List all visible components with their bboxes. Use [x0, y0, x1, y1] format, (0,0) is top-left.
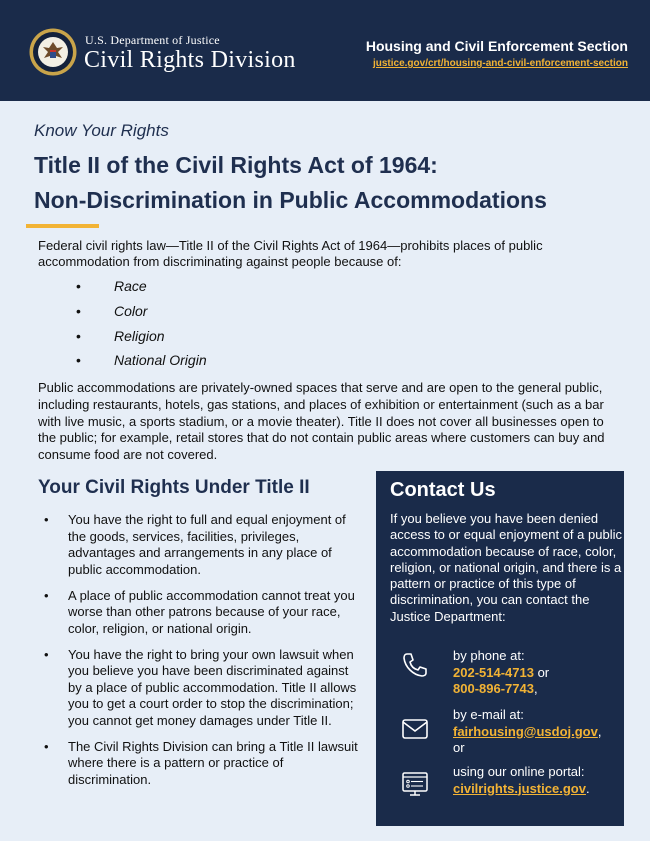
bullet: • [44, 646, 49, 662]
protected-classes-list [76, 276, 207, 375]
web-portal-icon [400, 769, 430, 799]
list-item [44, 739, 364, 789]
list-item [76, 301, 207, 326]
phone-text [453, 648, 623, 698]
list-item [44, 647, 364, 730]
contact-heading: Contact Us [390, 479, 496, 501]
portal-link[interactable]: civilrights.justice.gov [453, 780, 586, 796]
list-item-label: Race [114, 278, 147, 294]
list-item-text: You have the right to bring your own lawsuit when you believe you have been discriminated against by a place of public accommodation. Title II allows you to get a court order to stop the discrimination; you cannot get money damages under Title II. [68, 646, 357, 728]
bullet: • [44, 587, 49, 603]
list-item-text: A place of public accommodation cannot treat you worse than other patrons because of your race, color, religion, or national origin. [68, 587, 355, 636]
bullet: • [44, 738, 49, 754]
punctuation: . [585, 780, 590, 796]
phone-label: by phone at: [453, 648, 525, 663]
contact-body: If you believe you have been denied access to or equal enjoyment of a public accommodation because of race, color, religion, or national origin, and there is a pattern or practice of this type of discrimination, you can contact the Justice Department: [390, 511, 622, 624]
section-url-link[interactable]: justice.gov/crt/housing-and-civil-enforcement-section [372, 58, 628, 69]
contact-box [376, 471, 624, 826]
email-text [453, 707, 623, 757]
bullet: • [76, 278, 81, 294]
list-item-text: The Civil Rights Division can bring a Title II lawsuit where there is a pattern or practice of discrimination. [68, 738, 358, 787]
list-item-label: Color [114, 302, 148, 319]
bullet: • [44, 512, 49, 527]
or-text: or [533, 664, 550, 680]
email-link[interactable]: fairhousing@usdoj.gov [453, 723, 598, 739]
phone-number-1-link[interactable]: 202-514-4713 [453, 664, 534, 680]
bullet: • [76, 302, 81, 319]
list-item [44, 512, 364, 578]
list-item-label: National Origin [114, 352, 207, 369]
rights-list [44, 512, 364, 798]
page-header [0, 0, 650, 101]
punctuation: , [533, 681, 538, 696]
section-title: Housing and Civil Enforcement Section [365, 38, 628, 54]
email-label: by e-mail at: [453, 707, 524, 722]
rights-heading: Your Civil Rights Under Title II [38, 477, 310, 498]
phone-number-2-link[interactable]: 800-896-7743 [453, 681, 534, 696]
kicker-heading: Know Your Rights [34, 121, 169, 140]
bullet: • [76, 327, 81, 344]
list-item [76, 276, 207, 301]
punctuation: , [597, 723, 602, 739]
list-item [44, 588, 364, 638]
title-underline-accent [26, 224, 99, 228]
list-item-label: Religion [114, 327, 165, 344]
division-name: Civil Rights Division [84, 47, 296, 73]
list-item-text: You have the right to full and equal enjoyment of the goods, services, facilities, privileges, advantages and arrangements in any place of public accommodation. [68, 512, 346, 577]
doj-seal-logo [29, 28, 77, 76]
bullet: • [76, 352, 81, 369]
phone-icon [400, 650, 430, 680]
page-title-line-1: Title II of the Civil Rights Act of 1964: [34, 152, 438, 178]
portal-text [453, 764, 623, 797]
public-accommodations-paragraph: Public accommodations are privately-owned spaces that serve and are open to the general public, including restaurants, hotels, gas stations, and places of exhibition or entertainment (such as a bar with live music, a sports stadium, or a movie theater). Title II does not cover all businesses open to the public; for example, retail stores that do not contain public areas where customers can buy and consume food are not covered. [38, 380, 605, 463]
page-title-line-2: Non-Discrimination in Public Accommodations [34, 187, 547, 213]
list-item [76, 350, 207, 375]
intro-paragraph: Federal civil rights law—Title II of the Civil Rights Act of 1964—prohibits places of public accommodation from discriminating against people because of: [38, 238, 543, 269]
envelope-icon [400, 714, 430, 744]
list-item [76, 326, 207, 351]
or-text: or [453, 740, 465, 755]
department-name: U.S. Department of Justice [85, 33, 220, 47]
portal-label: using our online portal: [453, 764, 585, 779]
